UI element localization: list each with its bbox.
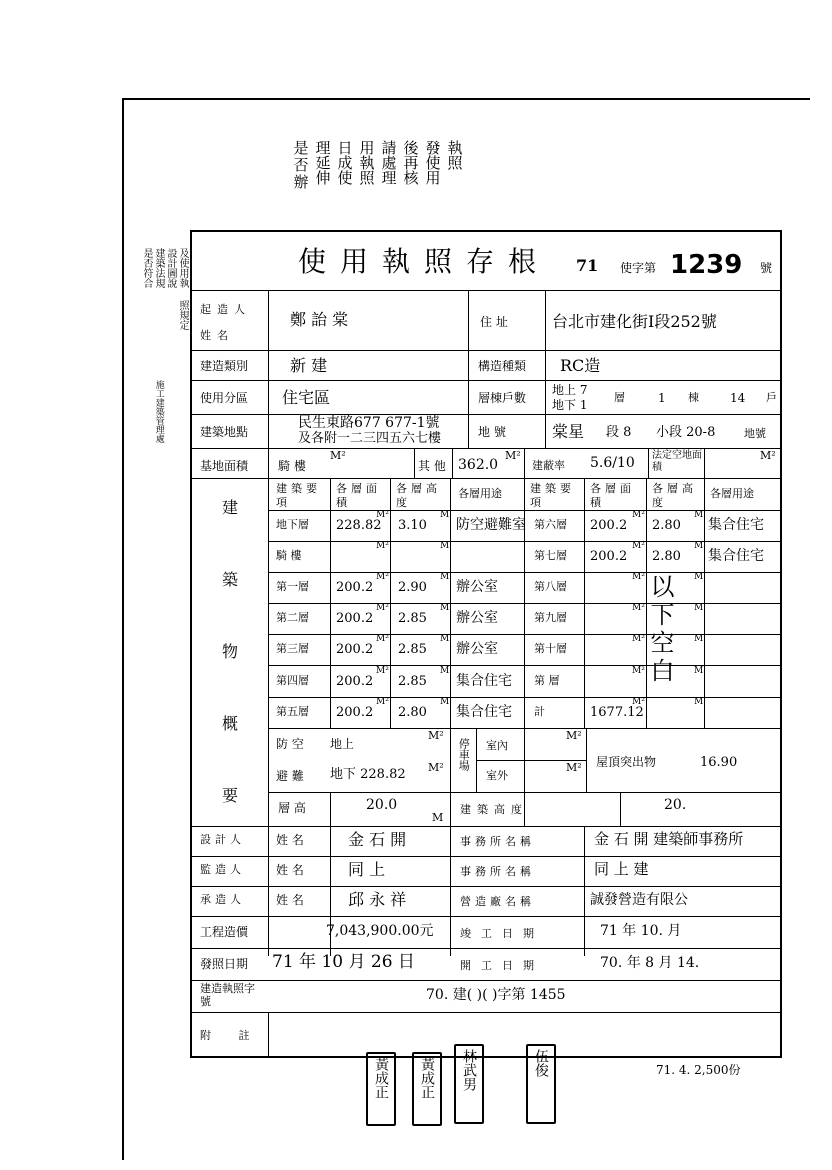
- designer-label: 設計人: [200, 833, 245, 846]
- section-char-5: 要: [222, 786, 239, 805]
- right-floor-use: 集合住宅: [708, 517, 764, 533]
- left-floor-m2: M²: [376, 634, 389, 644]
- hdr-5: 建築要項: [530, 482, 575, 510]
- contractor-name-label: 姓 名: [276, 893, 304, 907]
- right-floor-m2: M²: [632, 541, 645, 551]
- lot-suffix: 地號: [744, 427, 766, 440]
- left-floor-area: 200.2: [336, 611, 374, 626]
- right-floor-m: M: [694, 697, 704, 707]
- supervisor-office: 同 上 建: [594, 860, 649, 878]
- right-floor-m2: M²: [632, 666, 645, 676]
- license-mid: 使字第: [620, 261, 657, 275]
- form-title: 使用執照存根: [298, 245, 551, 278]
- hdr-7: 各層高度: [652, 482, 697, 510]
- right-floor-height: 2.80: [652, 549, 681, 564]
- other-value: 362.0: [458, 457, 499, 473]
- arcade-m2: M²: [330, 449, 346, 462]
- contractor-firm-label: 營造廠名稱: [460, 895, 535, 908]
- arcade-label: 騎 樓: [278, 459, 306, 473]
- left-floor-name: 第二層: [276, 611, 309, 624]
- left-floor-height: 2.85: [398, 611, 427, 626]
- shelter-above-m2: M²: [428, 729, 444, 742]
- left-floor-name: 第四層: [276, 674, 309, 687]
- legal-label: 法定空地面積: [652, 450, 702, 473]
- site-label: 建築地點: [200, 425, 249, 439]
- right-floor-name: 第七層: [534, 549, 567, 562]
- hdr-3: 各層高度: [396, 482, 441, 510]
- left-floor-m2: M²: [376, 603, 389, 613]
- left-floor-area: 200.2: [336, 642, 374, 657]
- left-floor-height: 2.80: [398, 705, 427, 720]
- left-floor-area: 200.2: [336, 705, 374, 720]
- permit-value: 70. 建( )( )字第 1455: [426, 987, 566, 1003]
- left-floor-area: 200.2: [336, 674, 374, 689]
- stamp-2: 黃成正: [412, 1052, 442, 1126]
- note-label: 附 註: [200, 1029, 262, 1042]
- right-floor-name: 第九層: [534, 611, 567, 624]
- legal-m2: M²: [760, 449, 776, 462]
- top-vertical-note: 是否辦: [291, 140, 310, 191]
- site-address-1: 民生東路677 677-1號: [298, 415, 440, 431]
- left-floor-use: 防空避難室: [456, 517, 526, 533]
- parking-inner-m2: M²: [566, 729, 582, 742]
- left-floor-use: 集合住宅: [456, 673, 512, 689]
- left-floor-name: 地下層: [276, 518, 309, 531]
- left-floor-m2: M²: [376, 572, 389, 582]
- left-floor-area: 228.82: [336, 518, 382, 533]
- designer-name: 金 石 開: [348, 830, 407, 849]
- address-label: 住 址: [480, 315, 508, 329]
- right-floor-m: M: [694, 603, 704, 613]
- parking-inner: 室內: [486, 739, 508, 752]
- zone-value: 住宅區: [282, 388, 331, 407]
- base-label: 基地面積: [200, 459, 249, 473]
- unit-count: 14: [730, 391, 746, 405]
- left-floor-height: 2.90: [398, 580, 427, 595]
- floors-below: 地下 1: [552, 398, 588, 412]
- supervisor-name: 同 上: [348, 860, 386, 879]
- section-char-1: 建: [222, 498, 239, 517]
- supervisor-label: 監造人: [200, 863, 245, 876]
- left-floor-m: M: [440, 510, 450, 520]
- right-floor-area: 200.2: [590, 518, 628, 533]
- left-floor-m: M: [440, 697, 450, 707]
- building-height-label: 建築高度: [460, 803, 528, 816]
- top-vertical-note-6: 後再核: [401, 140, 420, 185]
- license-prefix: 71: [576, 256, 599, 275]
- parking-outer: 室外: [486, 769, 508, 782]
- issue-date: 71 年 10 月 26 日: [272, 952, 415, 972]
- floor-unit: 層: [614, 391, 625, 404]
- issue-label: 發照日期: [200, 957, 249, 971]
- stamp-4: 伍俊: [526, 1044, 556, 1124]
- completion-label: 竣工日期: [460, 927, 544, 940]
- left-floor-area: 200.2: [336, 580, 374, 595]
- right-floor-area: 200.2: [590, 549, 628, 564]
- left-floor-m: M: [440, 603, 450, 613]
- left-floor-m2: M²: [376, 541, 389, 551]
- cost-value: 7,043,900.00元: [326, 923, 434, 939]
- left-floor-use: 辦公室: [456, 579, 498, 595]
- left-floor-height: 2.85: [398, 642, 427, 657]
- unit-unit: 戶: [766, 391, 777, 404]
- roof-value: 16.90: [700, 755, 738, 770]
- lot-section: 段 8: [606, 425, 632, 440]
- right-floor-height: 2.80: [652, 518, 681, 533]
- right-floor-name: 第六層: [534, 518, 567, 531]
- lot-subsection: 小段 20-8: [656, 425, 716, 440]
- left-floor-m2: M²: [376, 697, 389, 707]
- storey-height-m: M: [432, 811, 444, 824]
- bldg-count: 1: [658, 391, 666, 405]
- lot-name: 棠星: [552, 422, 585, 441]
- right-floor-name: 第十層: [534, 642, 567, 655]
- floors-above: 地上 7: [552, 383, 588, 397]
- margin-note-4: 及使用執: [177, 248, 188, 288]
- license-number: 1239: [670, 250, 743, 280]
- right-floor-area: 1677.12: [590, 705, 644, 720]
- left-floor-use: 辦公室: [456, 610, 498, 626]
- lot-label: 地 號: [478, 425, 506, 439]
- left-floor-m: M: [440, 572, 450, 582]
- right-floor-m: M: [694, 666, 704, 676]
- left-floor-name: 第三層: [276, 642, 309, 655]
- margin-note-3: 設計圖說: [165, 248, 176, 288]
- right-floor-name: 第 層: [534, 674, 560, 687]
- designer-office: 金 石 開 建築師事務所: [594, 830, 744, 848]
- site-address-2: 及各附一二三四五六七樓: [298, 431, 442, 446]
- right-floor-m2: M²: [632, 697, 645, 707]
- shelter-above: 地上: [330, 737, 355, 751]
- top-vertical-note-4: 用執照: [357, 140, 376, 185]
- section-char-3: 物: [222, 642, 239, 661]
- left-floor-use: 辦公室: [456, 641, 498, 657]
- zone-label: 使用分區: [200, 391, 249, 405]
- structure-label: 構造種類: [478, 359, 527, 373]
- left-floor-height: 3.10: [398, 518, 427, 533]
- left-floor-m2: M²: [376, 666, 389, 676]
- right-floor-m: M: [694, 572, 704, 582]
- owner-label-1: 起造人: [200, 303, 251, 316]
- contractor-label: 承造人: [200, 893, 245, 906]
- parking-label: 停車場: [457, 738, 471, 771]
- cost-label: 工程造價: [200, 925, 249, 939]
- stamp-1: 黃成正: [366, 1052, 396, 1126]
- hdr-6: 各層面積: [590, 482, 635, 510]
- margin-note-1: 是否符合: [141, 248, 152, 288]
- hdr-1: 建築要項: [276, 482, 321, 510]
- other-label: 其 他: [418, 459, 446, 473]
- license-suffix: 號: [760, 261, 773, 275]
- top-vertical-note-8: 執照: [445, 140, 464, 170]
- footer-print: 71. 4. 2,500份: [656, 1063, 741, 1077]
- top-vertical-note-3: 日成使: [335, 140, 354, 185]
- storey-height-label: 層 高: [278, 801, 306, 815]
- supervisor-office-label: 事務所名稱: [460, 865, 535, 878]
- building-height-value: 20.: [664, 797, 687, 813]
- margin-note-2: 建築法規: [153, 248, 164, 288]
- left-floor-name: 第一層: [276, 580, 309, 593]
- right-floor-m2: M²: [632, 603, 645, 613]
- contractor-name: 邱 永 祥: [348, 890, 407, 909]
- right-floor-m: M: [694, 634, 704, 644]
- top-vertical-note-7: 發使用: [423, 140, 442, 185]
- owner-address: 台北市建化街Ⅰ段252號: [552, 312, 717, 331]
- ratio-value: 5.6/10: [590, 455, 635, 471]
- margin-note-6: 施工建築管理處: [153, 380, 164, 443]
- left-floor-m: M: [440, 541, 450, 551]
- shelter-label-1: 防 空: [276, 737, 304, 751]
- right-floor-name: 計: [534, 705, 545, 718]
- contractor-firm: 誠發營造有限公: [590, 892, 688, 908]
- floors-label: 層棟戶數: [478, 391, 527, 405]
- left-floor-m: M: [440, 666, 450, 676]
- right-floor-m: M: [694, 541, 704, 551]
- hdr-8: 各層用途: [710, 487, 754, 500]
- left-floor-m2: M²: [376, 510, 389, 520]
- left-floor-name: 騎 樓: [276, 549, 302, 562]
- margin-note-5: 照規定: [177, 300, 188, 330]
- right-floor-use: 集合住宅: [708, 548, 764, 564]
- left-floor-height: 2.85: [398, 674, 427, 689]
- ratio-label: 建蔽率: [532, 459, 565, 472]
- roof-label: 屋頂突出物: [596, 755, 657, 769]
- completion-date: 71 年 10. 月: [600, 923, 682, 939]
- permit-label: 建造執照字號: [200, 982, 255, 1009]
- designer-name-label: 姓 名: [276, 833, 304, 847]
- hdr-2: 各層面積: [336, 482, 381, 510]
- shelter-label-2: 避 難: [276, 769, 304, 783]
- top-vertical-note-2: 理延伸: [313, 140, 332, 185]
- parking-outer-m2: M²: [566, 761, 582, 774]
- left-floor-m: M: [440, 634, 450, 644]
- section-char-2: 築: [222, 570, 239, 589]
- left-floor-use: 集合住宅: [456, 704, 512, 720]
- build-type-value: 新 建: [290, 356, 328, 375]
- right-floor-m2: M²: [632, 510, 645, 520]
- hdr-4: 各層用途: [458, 487, 502, 500]
- right-floor-name: 第八層: [534, 580, 567, 593]
- storey-height-value: 20.0: [366, 797, 398, 813]
- right-floor-m: M: [694, 510, 704, 520]
- supervisor-name-label: 姓 名: [276, 863, 304, 877]
- top-vertical-note-5: 請處理: [379, 140, 398, 185]
- right-floor-m2: M²: [632, 634, 645, 644]
- owner-name: 鄭 詒 棠: [290, 310, 349, 329]
- right-floor-m2: M²: [632, 572, 645, 582]
- structure-value: RC造: [560, 356, 601, 375]
- shelter-below: 地下 228.82: [330, 767, 406, 782]
- stamp-3: 林武男: [454, 1044, 484, 1124]
- shelter-below-m2: M²: [428, 761, 444, 774]
- blank-note: 以下空白: [646, 574, 674, 686]
- left-floor-name: 第五層: [276, 705, 309, 718]
- start-date: 70. 年 8 月 14.: [600, 955, 700, 971]
- section-char-4: 概: [222, 714, 239, 733]
- other-m2: M²: [505, 449, 521, 462]
- start-label: 開工日期: [460, 959, 544, 972]
- owner-label-2: 姓名: [200, 329, 234, 342]
- bldg-unit: 棟: [688, 391, 699, 404]
- designer-office-label: 事務所名稱: [460, 835, 535, 848]
- build-type-label: 建造類別: [200, 359, 249, 373]
